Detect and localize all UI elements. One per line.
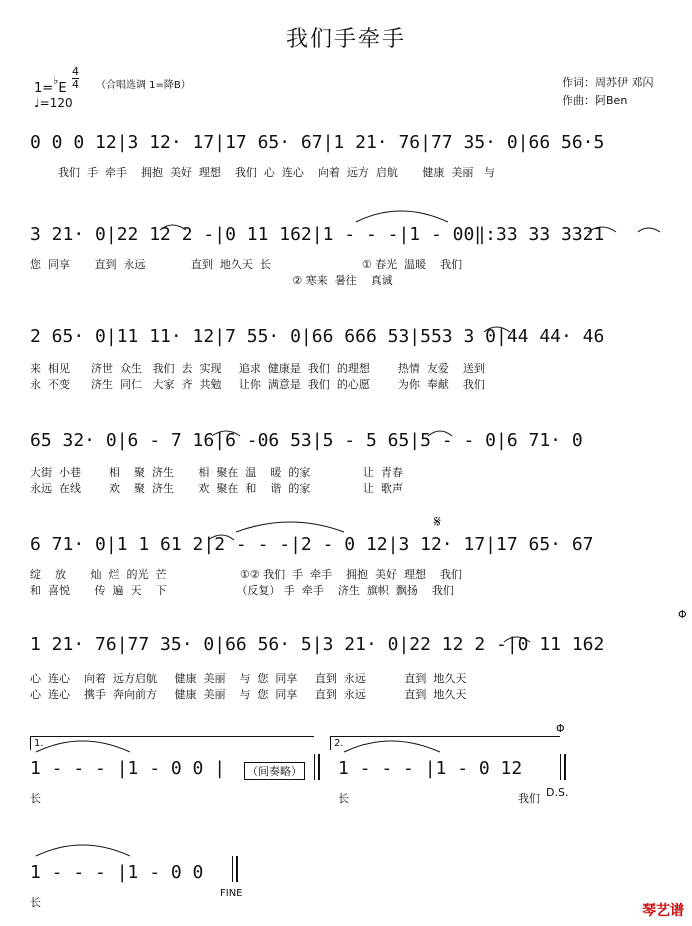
lyrics-row-6-verse-2: 心 连心 携手 奔向前方 健康 美丽 与 您 同享 直到 永远 直到 地久天	[30, 688, 467, 701]
tie-icon	[588, 227, 616, 232]
time-top: 4	[72, 65, 79, 78]
tie-icon	[236, 522, 344, 532]
first-ending-label: 1.	[34, 738, 44, 749]
composer-credit: 作曲：阿Ben	[562, 94, 628, 107]
tie-icon	[36, 845, 130, 856]
notes-row-5: 6 71· 0|1 1 61 2|2 - - -|2 - 0 12|3 12· 17|17 65· 67	[30, 534, 594, 555]
tie-icon	[428, 431, 452, 436]
second-ending-lyric: 长	[338, 792, 349, 805]
lyrics-row-6-verse-1: 心 连心 向着 远方启航 健康 美丽 与 您 同享 直到 永远 直到 地久天	[30, 672, 467, 685]
lyrics-row-4-verse-2: 永远 在线 欢 聚 济生 欢 聚在 和 谐 的家 让 歌声	[30, 482, 403, 495]
tempo-value: =120	[39, 96, 73, 110]
time-bottom: 4	[72, 78, 79, 91]
final-lyric: 长	[30, 896, 41, 909]
key-prefix: 1=	[34, 81, 54, 96]
lyrics-row-5-verse-1: 绽 放 灿 烂 的光 芒 ①② 我们 手 牵手 拥抱 美好 理想 我们	[30, 568, 463, 581]
second-ending-notes: 1 - - - |1 - 0 12	[338, 758, 523, 779]
tie-icon	[212, 431, 240, 436]
second-ending-lyric-end: 我们	[518, 792, 540, 805]
coda-mark-second-ending: Φ	[556, 722, 565, 735]
notes-row-1: 0 0 0 12|3 12· 17|17 65· 67|1 21· 76|77 35· 0|66 56·5	[30, 132, 605, 153]
score-title: 我们手牵手	[285, 27, 406, 52]
tie-icon	[36, 741, 130, 752]
watermark-logo: 琴艺谱	[642, 903, 684, 919]
choir-key-note: （合唱选调 1=降B）	[96, 80, 191, 91]
lyrics-row-3-verse-1: 来 相见 济世 众生 我们 去 实现 追求 健康是 我们 的理想 热情 友爱 送到	[30, 362, 485, 375]
tie-icon	[484, 327, 510, 332]
lyrics-row-3-verse-2: 永 不变 济生 同仁 大家 齐 共勉 让你 满意是 我们 的心愿 为你 奉献 我们	[30, 378, 485, 391]
lyrics-row-2-verse-2: ② 寒来 暑往 真诚	[30, 274, 393, 287]
lyrics-row-1: 我们 手 牵手 拥抱 美好 理想 我们 心 连心 向着 远方 启航 健康 美丽 与	[30, 166, 495, 179]
flat-sign: ♭	[53, 74, 59, 87]
segno-mark: 𝄋	[434, 512, 441, 531]
fine-mark: FINE	[220, 888, 243, 899]
notes-row-3: 2 65· 0|11 11· 12|7 55· 0|66 666 53|553 3 0|44 44· 46	[30, 326, 605, 347]
tie-icon	[504, 637, 530, 642]
lyrics-row-2-verse-1: 您 同享 直到 永远 直到 地久天 长 ① 春光 温暖 我们	[30, 258, 463, 271]
coda-mark-row-6: Φ	[678, 608, 687, 621]
notes-row-4: 65 32· 0|6 - 7 16|6 -06 53|5 - 5 65|5 - - 0|6 71· 0	[30, 430, 583, 451]
interlude-box: （间奏略）	[244, 762, 305, 780]
lyrics-row-4-verse-1: 大街 小巷 相 聚 济生 相 聚在 温 暖 的家 让 青春	[30, 466, 403, 479]
first-ending-notes: 1 - - - |1 - 0 0 |	[30, 758, 226, 779]
dal-segno-mark: D.S.	[546, 786, 569, 799]
key-note: E	[58, 81, 67, 96]
lyricist-credit: 作词：周苏伊 邓闪	[562, 76, 654, 89]
slur-group	[36, 211, 660, 856]
tie-icon	[638, 228, 660, 232]
tie-icon	[356, 211, 448, 222]
quarter-note-icon: ♩	[34, 96, 40, 110]
tie-icon	[208, 535, 234, 540]
notes-row-6: 1 21· 76|77 35· 0|66 56· 5|3 21· 0|22 12 2 -|0 11 162	[30, 634, 605, 655]
first-ending-lyric: 长	[30, 792, 41, 805]
tie-icon	[344, 741, 440, 752]
lyrics-row-5-verse-2: 和 喜悦 传 遍 天 下 （反复） 手 牵手 济生 旗帜 飘扬 我们	[30, 584, 454, 597]
notes-row-2: 3 21· 0|22 12 2 -|0 11 162|1 - - -|1 - 00‖:33 33 3321	[30, 224, 605, 245]
second-ending-label: 2.	[334, 738, 344, 749]
tie-icon	[160, 225, 186, 230]
final-notes: 1 - - - |1 - 0 0	[30, 862, 204, 883]
